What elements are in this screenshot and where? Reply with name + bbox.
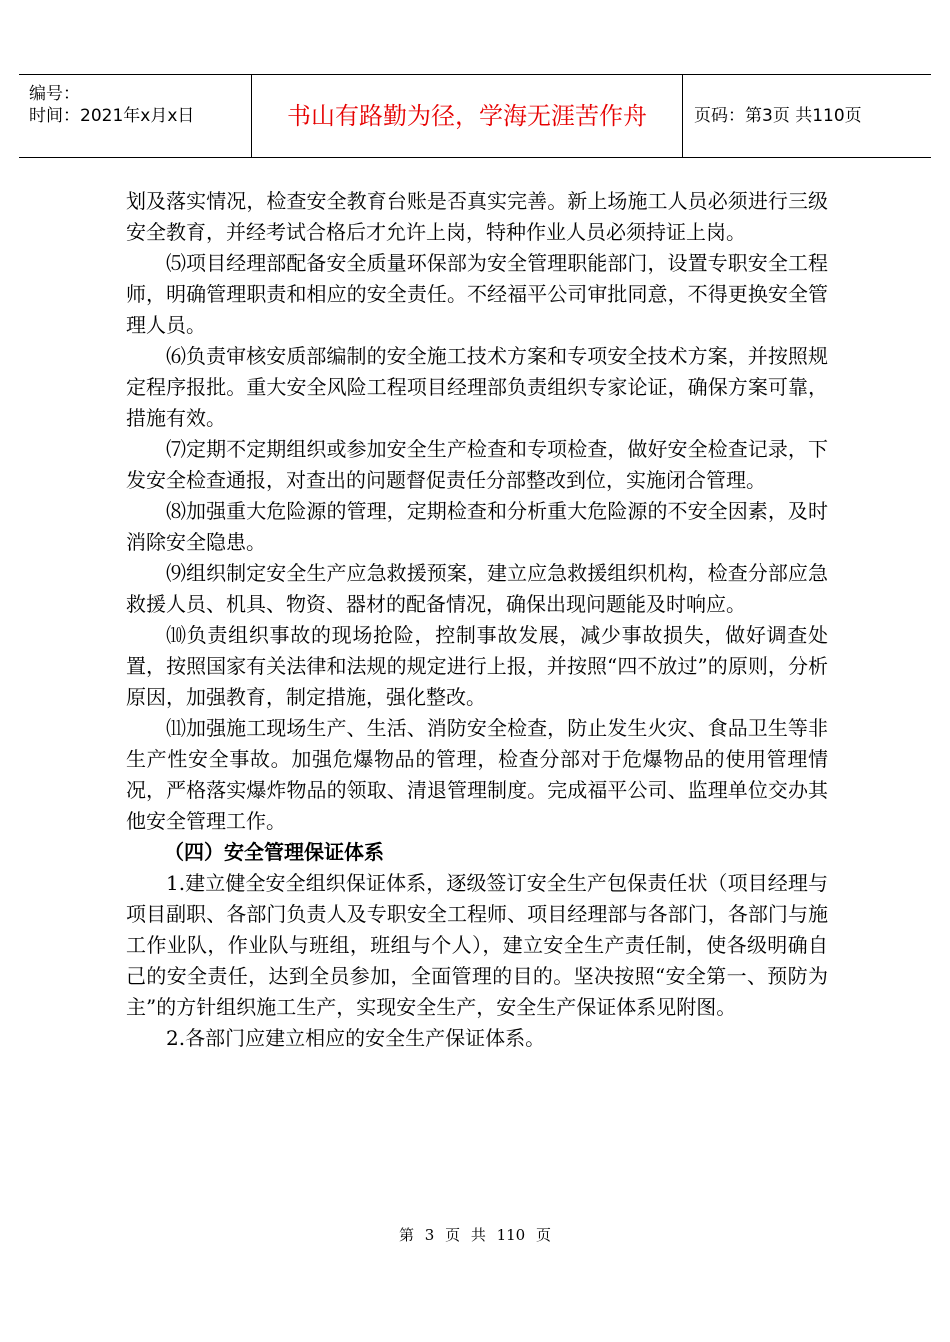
paragraph-item-10: ⑽负责组织事故的现场抢险，控制事故发展，减少事故损失，做好调查处置，按照国家有关法律和法规的规定进行上报，并按照“四不放过”的原则，分析原因，加强教育，制定措施，强化整改。 [126,623,828,709]
section-heading: （四）安全管理保证体系 [164,840,384,864]
paragraph-continued: 划及落实情况，检查安全教育台账是否真实完善。新上场施工人员必须进行三级安全教育，并经考试合格后才允许上岗，特种作业人员必须持证上岗。 [126,189,828,244]
page-footer: 第 3 页 共 110 页 [398,1226,551,1244]
document-time-label: 时间：2021年x月x日 [29,106,195,126]
paragraph-item-8: ⑻加强重大危险源的管理，定期检查和分析重大危险源的不安全因素，及时消除安全隐患。 [126,499,828,554]
paragraph-item-9: ⑼组织制定安全生产应急救援预案，建立应急救援组织机构，检查分部应急救援人员、机具、物资、器材的配备情况，确保出现问题能及时响应。 [126,561,828,616]
header-motto: 书山有路勤为径，学海无涯苦作舟 [287,102,647,130]
header-divider-right [682,75,683,157]
document-header [19,74,931,158]
paragraph-item-5: ⑸项目经理部配备安全质量环保部为安全管理职能部门，设置专职安全工程师，明确管理职责和相应的安全责任。不经福平公司审批同意，不得更换安全管理人员。 [126,251,828,337]
header-page-info: 页码：第3页 共110页 [694,106,862,126]
paragraph-item-7: ⑺定期不定期组织或参加安全生产检查和专项检查，做好安全检查记录，下发安全检查通报，对查出的问题督促责任分部整改到位，实施闭合管理。 [126,437,828,492]
paragraph-point-2: 2.各部门应建立相应的安全生产保证体系。 [166,1026,546,1050]
paragraph-item-6: ⑹负责审核安质部编制的安全施工技术方案和专项安全技术方案，并按照规定程序报批。重大安全风险工程项目经理部负责组织专家论证，确保方案可靠，措施有效。 [126,344,828,430]
paragraph-item-11: ⑾加强施工现场生产、生活、消防安全检查，防止发生火灾、食品卫生等非生产性安全事故。加强危爆物品的管理，检查分部对于危爆物品的使用管理情况，严格落实爆炸物品的领取、清退管理制度。完成福平公司、监理单位交办其他安全管理工作。 [126,716,828,833]
paragraph-point-1: 1.建立健全安全组织保证体系，逐级签订安全生产包保责任状（项目经理与项目副职、各部门负责人及专职安全工程师、项目经理部与各部门，各部门与施工作业队，作业队与班组，班组与个人），建立安全生产责任制，使各级明确自己的安全责任，达到全员参加，全面管理的目的。坚决按照“安全第一、预防为主”的方针组织施工生产，实现安全生产，安全生产保证体系见附图。 [126,871,828,1019]
document-body [126,186,828,1054]
header-meta [29,83,261,127]
document-number-label: 编号： [29,84,80,104]
